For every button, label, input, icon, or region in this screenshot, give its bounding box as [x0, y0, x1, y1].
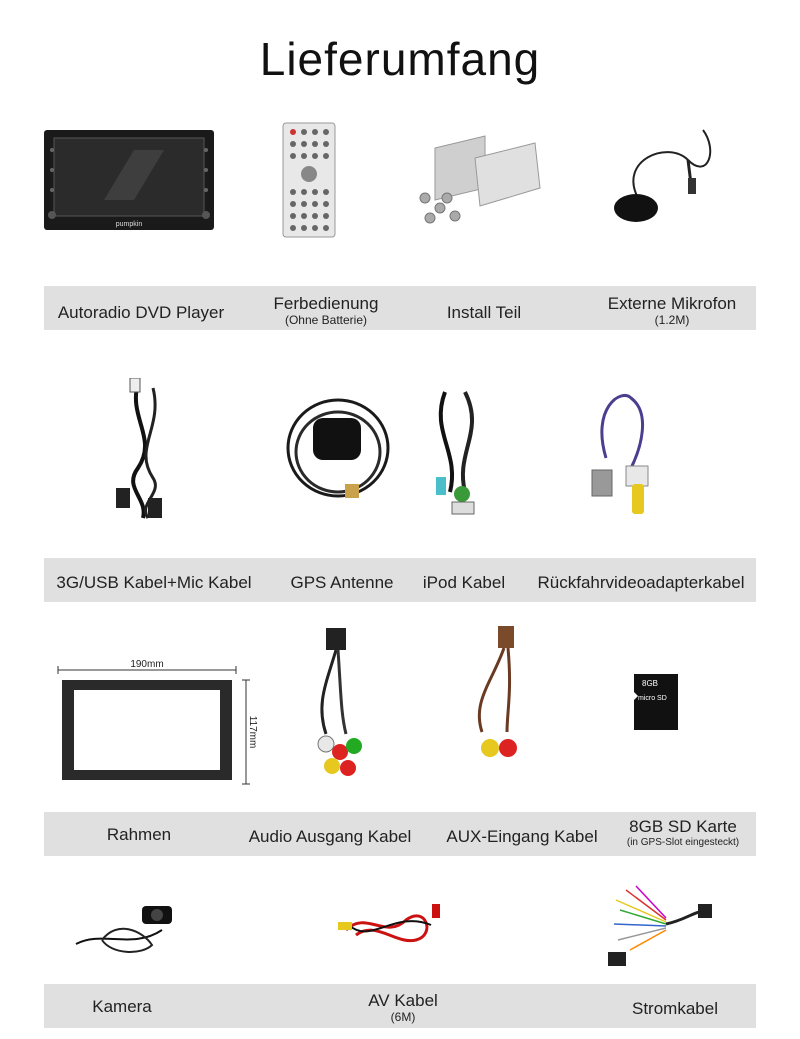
gps-antenna-icon [283, 388, 393, 513]
item-label: 8GB SD Karte (in GPS-Slot eingesteckt) [610, 817, 756, 850]
item-label: Autoradio DVD Player [57, 303, 225, 322]
reverse-video-adapter-icon [586, 388, 666, 520]
camera-icon [72, 900, 184, 960]
aux-input-cable-icon [462, 622, 532, 772]
ipod-cable-icon [430, 382, 490, 522]
item-sublabel: (1.2M) [654, 313, 690, 327]
usb-cable-icon [108, 378, 178, 523]
svg-text:190mm: 190mm [130, 659, 164, 670]
item-label: AV Kabel (6M) [328, 991, 478, 1024]
item-label: 3G/USB Kabel+Mic Kabel [56, 573, 252, 592]
svg-text:micro SD: micro SD [638, 695, 667, 702]
item-label: AUX-Eingang Kabel [446, 827, 598, 846]
svg-text:117mm: 117mm [247, 715, 258, 749]
svg-text:pumpkin: pumpkin [115, 221, 143, 228]
item-label: Stromkabel [632, 999, 718, 1018]
av-cable-icon [336, 900, 448, 952]
mounting-parts-icon [415, 128, 545, 228]
car-radio-icon [44, 130, 214, 230]
power-cable-icon [606, 880, 716, 972]
item-label: Kamera [92, 997, 152, 1016]
page-title: Lieferumfang [259, 33, 541, 85]
item-label: GPS Antenne [290, 573, 394, 592]
item-label: Audio Ausgang Kabel [248, 827, 412, 846]
item-label: Rahmen [106, 825, 172, 844]
microphone-icon [608, 120, 728, 230]
svg-text:8GB: 8GB [642, 679, 659, 688]
item-sublabel: (Ohne Batterie) [284, 313, 368, 327]
remote-control-icon [282, 122, 336, 238]
item-label: Externe Mikrofon (1.2M) [584, 294, 760, 327]
item-label: iPod Kabel [422, 573, 506, 592]
item-label: Rückfahrvideoadapterkabel [537, 573, 745, 592]
frame-icon [54, 656, 258, 788]
item-label: Install Teil [446, 303, 522, 322]
item-sublabel: (in GPS-Slot eingesteckt) [626, 837, 740, 848]
sd-card-icon [632, 672, 680, 732]
audio-output-cable-icon [296, 624, 376, 788]
item-label: Ferbedienung (Ohne Batterie) [238, 294, 414, 327]
item-sublabel: (6M) [390, 1010, 416, 1024]
